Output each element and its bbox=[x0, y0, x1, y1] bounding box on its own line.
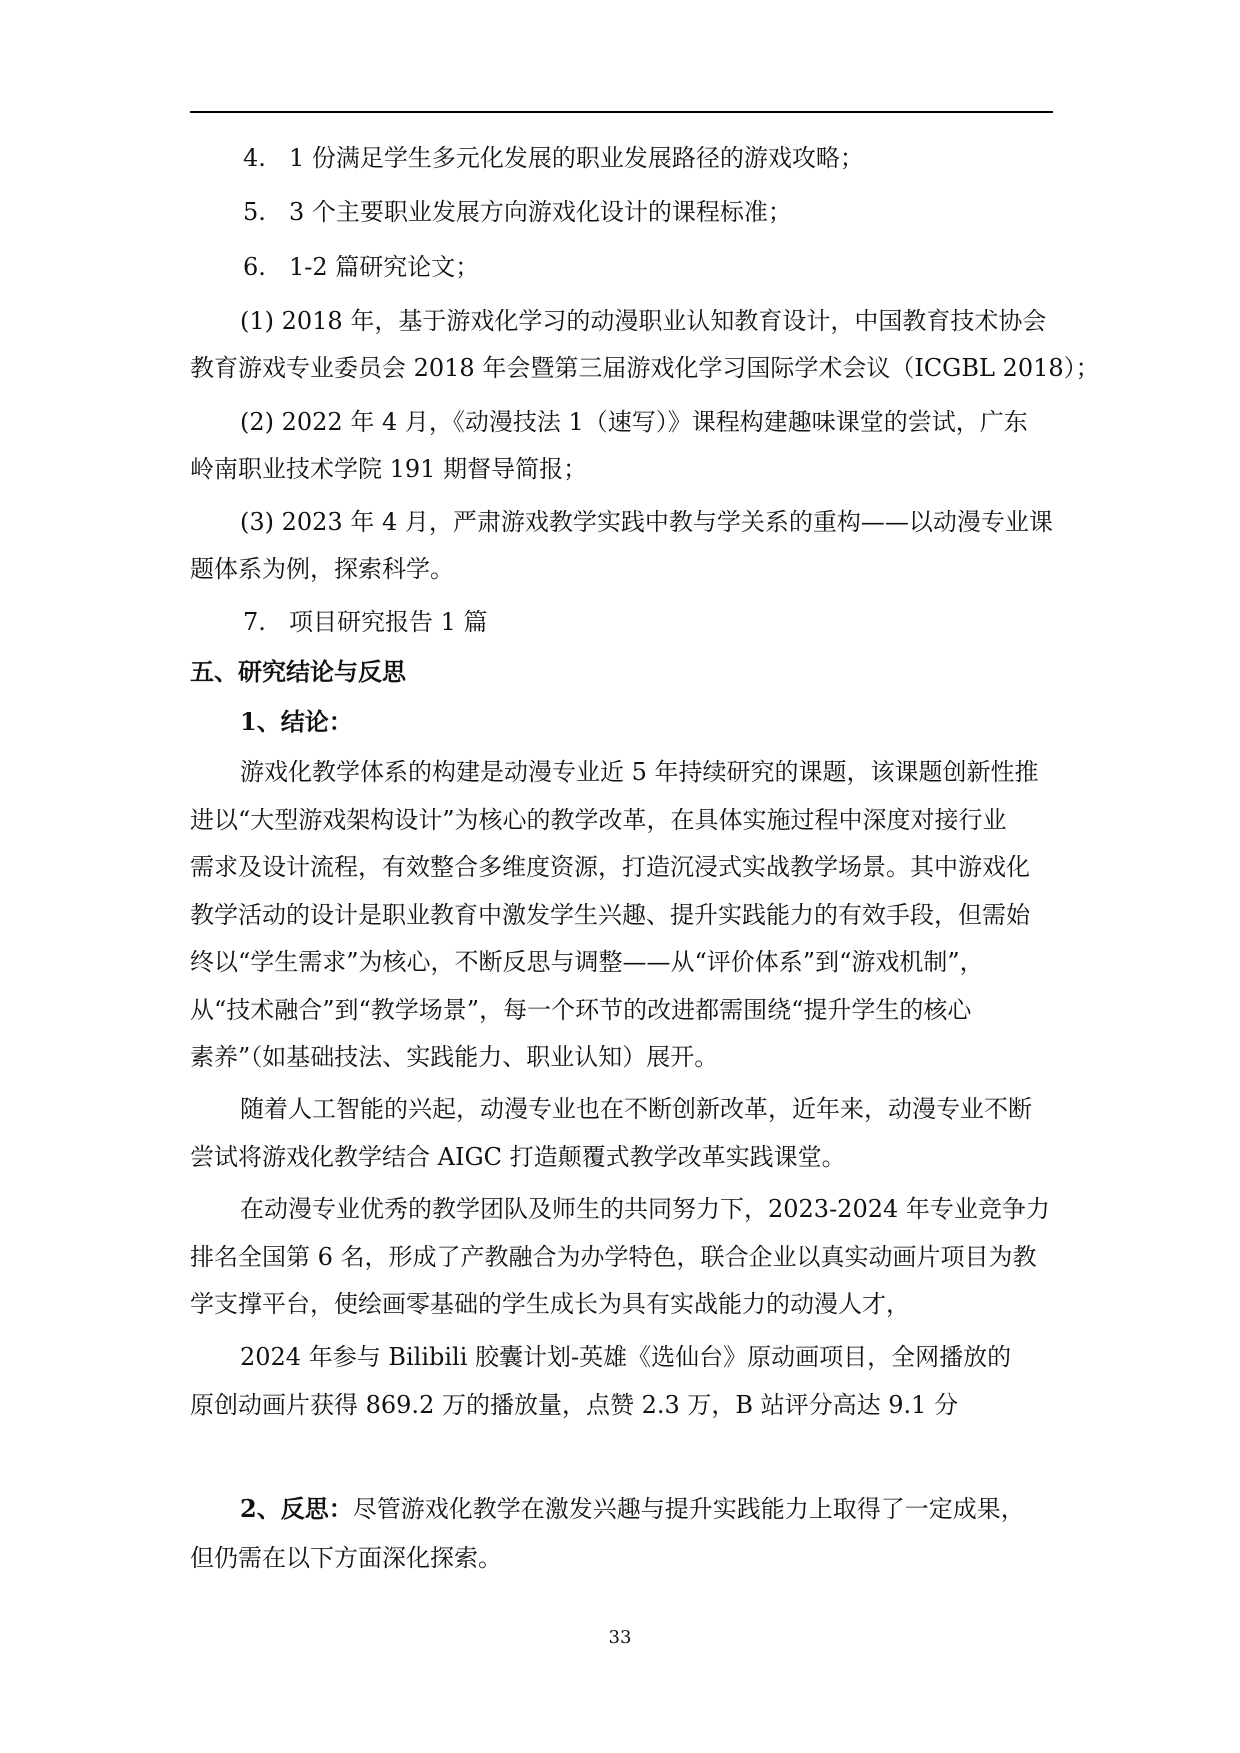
paper-1-line-1: (1) 2018 年，基于游戏化学习的动漫职业认知教育设计，中国教育技术协会 bbox=[240, 307, 1047, 335]
header-rule bbox=[190, 111, 1053, 113]
paper-3-line-1: (3) 2023 年 4 月，严肃游戏教学实践中教与学关系的重构——以动漫专业课 bbox=[240, 508, 1053, 536]
list-item bbox=[243, 195, 792, 229]
paper-3-line-2: 题体系为例，探索科学。 bbox=[190, 555, 454, 583]
paragraph-line: 学支撑平台，使绘画零基础的学生成长为具有实战能力的动漫人才， bbox=[190, 1290, 910, 1318]
list-item bbox=[243, 250, 479, 284]
paragraph-line: 随着人工智能的兴起，动漫专业也在不断创新改革，近年来，动漫专业不断 bbox=[240, 1095, 1032, 1123]
paper-2-line-1: (2) 2022 年 4 月，《动漫技法 1（速写）》课程构建趣味课堂的尝试，广东 bbox=[240, 408, 1028, 436]
reflection-text: 尽管游戏化教学在激发兴趣与提升实践能力上取得了一定成果， bbox=[352, 1495, 1025, 1523]
paper-2-line-2: 岭南职业技术学院 191 期督导简报； bbox=[190, 455, 588, 483]
paragraph-line: 终以“学生需求”为核心，不断反思与调整——从“评价体系”到“游戏机制”， bbox=[190, 948, 984, 976]
list-text: 项目研究报告 1 篇 bbox=[289, 608, 488, 636]
reflection-line-1 bbox=[240, 1492, 1025, 1526]
list-text: 1 份满足学生多元化发展的职业发展路径的游戏攻略； bbox=[289, 144, 864, 172]
paragraph-line: 素养”（如基础技法、实践能力、职业认知）展开。 bbox=[190, 1043, 719, 1071]
reflection-heading: 2、反思： bbox=[240, 1494, 353, 1523]
paragraph-line: 在动漫专业优秀的教学团队及师生的共同努力下，2023-2024 年专业竞争力 bbox=[240, 1195, 1050, 1223]
list-number: 4. bbox=[243, 144, 266, 172]
list-number: 5. bbox=[243, 198, 266, 226]
paragraph-line: 需求及设计流程，有效整合多维度资源，打造沉浸式实战教学场景。其中游戏化 bbox=[190, 853, 1030, 881]
paragraph-line: 尝试将游戏化教学结合 AIGC 打造颠覆式教学改革实践课堂。 bbox=[190, 1143, 846, 1171]
list-item bbox=[243, 605, 488, 639]
list-number: 6. bbox=[243, 253, 266, 281]
list-number: 7. bbox=[243, 608, 266, 636]
conclusion-heading: 1、结论： bbox=[240, 707, 353, 736]
page-number: 33 bbox=[608, 1627, 632, 1648]
reflection-line-2: 但仍需在以下方面深化探索。 bbox=[190, 1544, 502, 1572]
list-text: 3 个主要职业发展方向游戏化设计的课程标准； bbox=[289, 198, 792, 226]
paragraph-line: 原创动画片获得 869.2 万的播放量，点赞 2.3 万，B 站评分高达 9.1 分 bbox=[190, 1391, 959, 1419]
paragraph-line: 教学活动的设计是职业教育中激发学生兴趣、提升实践能力的有效手段，但需始 bbox=[190, 901, 1030, 929]
list-item bbox=[243, 141, 864, 175]
paper-1-line-2: 教育游戏专业委员会 2018 年会暨第三届游戏化学习国际学术会议（ICGBL 2018）； bbox=[190, 354, 1100, 382]
list-text: 1-2 篇研究论文； bbox=[289, 253, 480, 281]
section-title: 五、研究结论与反思 bbox=[190, 657, 406, 686]
paragraph-line: 2024 年参与 Bilibili 胶囊计划-英雄《选仙台》原动画项目，全网播放的 bbox=[240, 1343, 1012, 1371]
paragraph-line: 排名全国第 6 名，形成了产教融合为办学特色，联合企业以真实动画片项目为教 bbox=[190, 1243, 1037, 1271]
paragraph-line: 游戏化教学体系的构建是动漫专业近 5 年持续研究的课题，该课题创新性推 bbox=[240, 758, 1039, 786]
paragraph-line: 从“技术融合”到“教学场景”，每一个环节的改进都需围绕“提升学生的核心 bbox=[190, 996, 972, 1024]
paragraph-line: 进以“大型游戏架构设计”为核心的教学改革，在具体实施过程中深度对接行业 bbox=[190, 806, 1007, 834]
